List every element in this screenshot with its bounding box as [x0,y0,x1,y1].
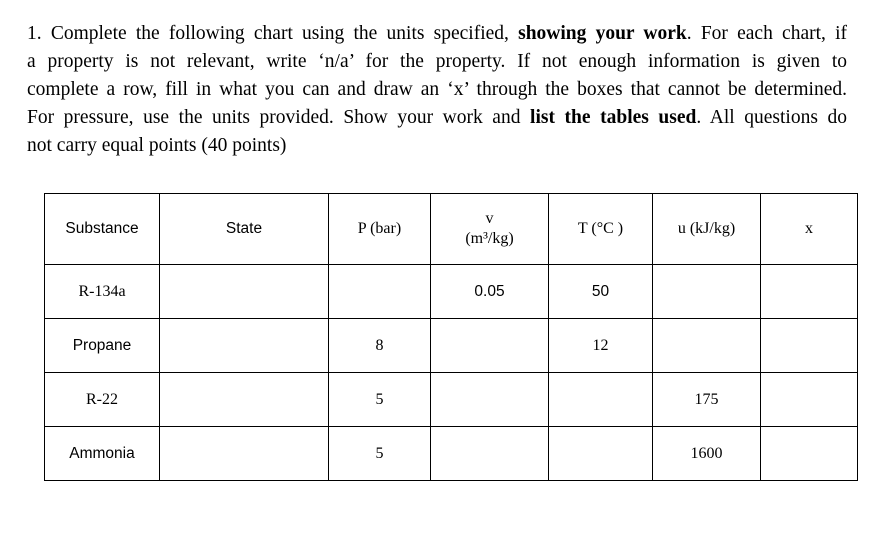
question-text [27,20,847,160]
cell-volume[interactable] [431,373,549,427]
cell-state[interactable] [160,265,329,319]
cell-pressure[interactable]: 5 [329,427,431,481]
table-row [45,319,858,373]
header-substance: Substance [45,194,160,265]
cell-state[interactable] [160,427,329,481]
cell-temperature[interactable] [549,427,653,481]
cell-state[interactable] [160,319,329,373]
question-line-5: not carry equal points (40 points) [27,135,287,156]
header-volume [431,194,549,265]
bold-list-tables-used: list the tables used [530,107,697,128]
cell-temperature[interactable]: 12 [549,319,653,373]
cell-volume[interactable]: 0.05 [431,265,549,319]
header-energy: u (kJ/kg) [653,194,761,265]
cell-energy[interactable] [653,265,761,319]
cell-energy[interactable]: 1600 [653,427,761,481]
header-pressure: P (bar) [329,194,431,265]
bold-showing-your-work: showing your work [518,23,687,44]
cell-energy[interactable]: 175 [653,373,761,427]
cell-quality[interactable] [761,319,858,373]
property-chart [44,193,858,481]
cell-quality[interactable] [761,427,858,481]
cell-substance: R-134a [45,265,160,319]
header-volume-unit: (m³/kg) [465,230,514,247]
header-volume-symbol: v [485,210,494,227]
cell-volume[interactable] [431,427,549,481]
table-row [45,427,858,481]
question-line-4: For pressure, use the units provided. Show your work and list the tables used. All questions do [27,107,847,128]
cell-temperature[interactable]: 50 [549,265,653,319]
cell-quality[interactable] [761,373,858,427]
cell-pressure[interactable] [329,265,431,319]
table-row [45,265,858,319]
cell-state[interactable] [160,373,329,427]
cell-substance: Propane [45,319,160,373]
header-row [45,194,858,265]
header-quality: x [761,194,858,265]
question-line-2: a property is not relevant, write ‘n/a’ for the property. If not enough information is given to [27,51,847,72]
cell-quality[interactable] [761,265,858,319]
cell-pressure[interactable]: 5 [329,373,431,427]
table-row [45,373,858,427]
question-line-3: complete a row, fill in what you can and draw an ‘x’ through the boxes that cannot be determined. [27,79,847,100]
header-state: State [160,194,329,265]
cell-volume[interactable] [431,319,549,373]
cell-substance: R-22 [45,373,160,427]
cell-temperature[interactable] [549,373,653,427]
cell-pressure[interactable]: 8 [329,319,431,373]
cell-substance: Ammonia [45,427,160,481]
question-line-1: 1. Complete the following chart using the units specified, showing your work. For each chart, if [27,23,847,44]
header-temperature: T (°C ) [549,194,653,265]
cell-energy[interactable] [653,319,761,373]
